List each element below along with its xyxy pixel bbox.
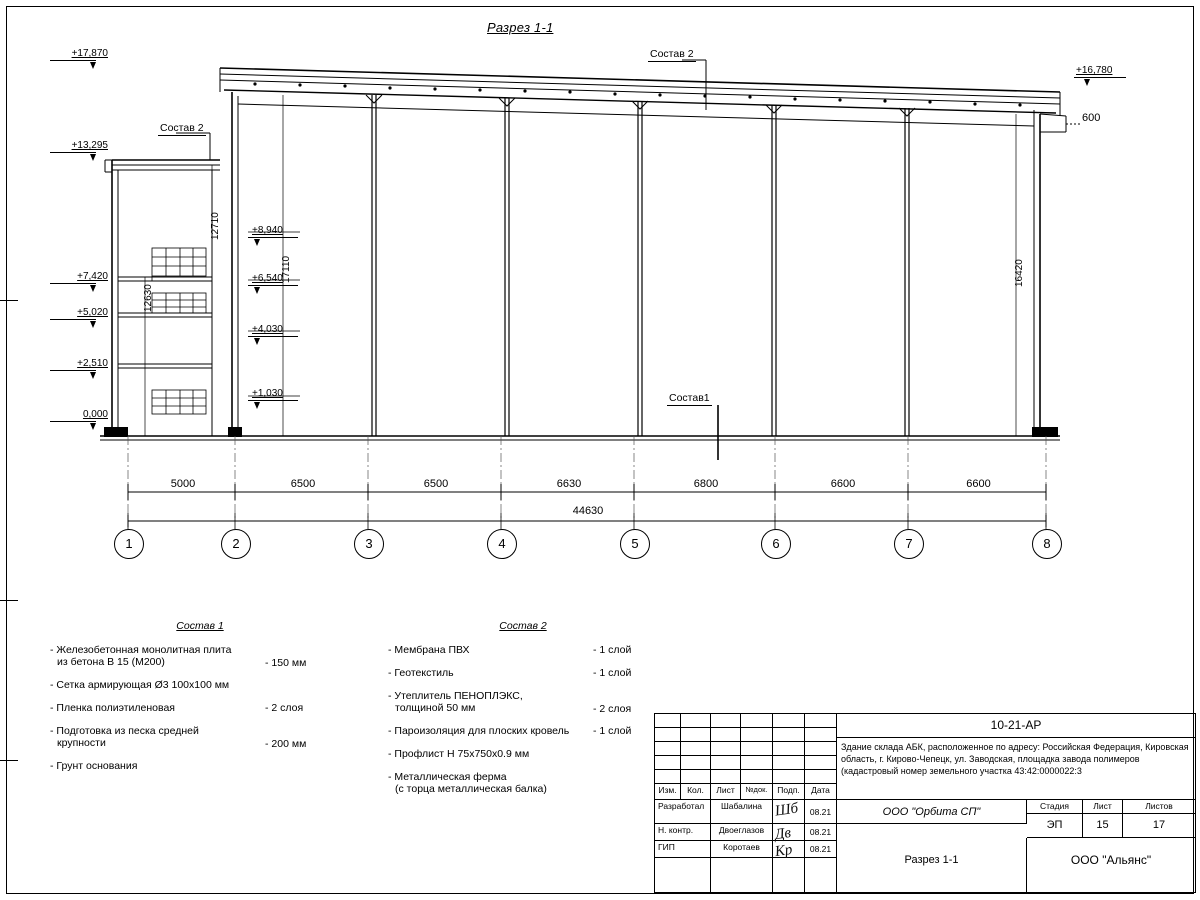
axis-marker-3: 3 — [354, 529, 384, 559]
spec-item-value: - 200 мм — [265, 738, 307, 750]
spec-title: Состав 2 — [499, 620, 547, 632]
revision-header-ndok: №док. — [741, 784, 773, 800]
revision-cell — [655, 756, 681, 770]
spec-item-name: - Сетка армирующая Ø3 100х100 мм — [50, 679, 230, 691]
spec-row — [50, 702, 350, 714]
spec-item-name: - Грунт основания — [50, 760, 138, 772]
spec-item-name-2: крупности — [57, 737, 106, 749]
vertical-dimension: 12710 — [210, 212, 221, 240]
revision-cell — [711, 728, 741, 742]
eave-dimension: 600 — [1082, 112, 1101, 124]
spec-item-name: - Железобетонная монолитная плита — [50, 644, 232, 656]
revision-cell — [773, 770, 805, 784]
client-org: ООО "Альянс" — [1070, 853, 1152, 867]
role-name: Шабалина — [711, 800, 773, 824]
vertical-dimension: 12630 — [143, 284, 154, 312]
spec-row — [388, 667, 678, 679]
role-label: Разработал — [655, 800, 711, 824]
role-date: 08.21 — [805, 841, 837, 858]
revision-cell — [711, 770, 741, 784]
revision-cell — [805, 742, 837, 756]
spec-row — [388, 771, 678, 795]
role-name: Двоеглазов — [711, 824, 773, 841]
spec-item-name-2: толщиной 50 мм — [395, 702, 476, 714]
span-dimension: 6630 — [556, 478, 582, 490]
revision-cell — [773, 756, 805, 770]
spec-item-value: - 150 мм — [265, 657, 307, 669]
object-description: Здание склада АБК, расположенное по адресу: Российская Федерация, Кировская область, г. Кирово-Чепецк, ул. Заводская, площадка завода полимеров (кадастровый номер земельного участка 43:42:0000022:3 — [837, 738, 1195, 800]
revision-cell — [655, 714, 681, 728]
axis-marker-4: 4 — [487, 529, 517, 559]
spec-item-name-2: (с торца металлическая балка) — [395, 783, 547, 795]
revision-header-podp: Подп. — [773, 784, 805, 800]
vertical-dimension: 16420 — [1014, 259, 1025, 287]
span-dimension: 6500 — [290, 478, 316, 490]
revision-cell — [681, 714, 711, 728]
revision-cell — [711, 756, 741, 770]
spec-item-name: - Пленка полиэтиленовая — [50, 702, 175, 714]
spec-item-value: - 1 слой — [593, 644, 632, 656]
callout-sostav-2-left: Состав 2 — [160, 122, 204, 134]
spec-row — [388, 725, 678, 737]
spec-item-name: - Геотекстиль — [388, 667, 454, 679]
span-dimension: 6600 — [830, 478, 856, 490]
level-mark: +7,420 — [50, 270, 110, 284]
project-code: 10-21-АР — [837, 714, 1195, 738]
revision-header-kol: Кол. — [681, 784, 711, 800]
span-dimension: 6600 — [966, 478, 991, 490]
revision-cell — [681, 742, 711, 756]
role-date: 08.21 — [805, 824, 837, 841]
stage-header: Стадия — [1027, 800, 1083, 814]
sheet-name: Разрез 1-1 — [837, 838, 1027, 892]
level-mark: +5,020 — [50, 306, 110, 320]
sheets-value: 17 — [1123, 814, 1195, 838]
revision-cell — [741, 770, 773, 784]
level-mark: +2,510 — [50, 357, 110, 371]
revision-cell — [681, 728, 711, 742]
sheet-fold-tick — [0, 760, 18, 761]
role-label-empty — [655, 858, 711, 892]
spec-item-name-2: из бетона В 15 (М200) — [57, 656, 165, 668]
spec-item-value: - 2 слоя — [593, 703, 632, 715]
role-date: 08.21 — [805, 800, 837, 824]
revision-cell — [805, 728, 837, 742]
level-mark: +17,870 — [50, 47, 110, 61]
spec-row — [50, 760, 350, 772]
spec-item-name: - Профлист Н 75х750х0.9 мм — [388, 748, 530, 760]
axis-marker-1: 1 — [114, 529, 144, 559]
level-mark-right: +16,780 — [1074, 64, 1134, 78]
level-mark: +13,295 — [50, 139, 110, 153]
revision-cell — [681, 770, 711, 784]
spec-item-name: - Металлическая ферма — [388, 771, 507, 783]
revision-cell — [741, 742, 773, 756]
axis-marker-2: 2 — [221, 529, 251, 559]
revision-cell — [773, 714, 805, 728]
revision-cell — [741, 728, 773, 742]
spec-item-name: - Подготовка из песка средней — [50, 725, 199, 737]
revision-cell — [773, 728, 805, 742]
axis-marker-8: 8 — [1032, 529, 1062, 559]
revision-cell — [805, 714, 837, 728]
sheets-header: Листов — [1123, 800, 1195, 814]
revision-cell — [711, 714, 741, 728]
span-dimension: 6800 — [693, 478, 719, 490]
level-mark: 0,000 — [50, 408, 110, 422]
role-name: Коротаев — [711, 841, 773, 858]
spec-row — [388, 644, 678, 656]
revision-header-data: Дата — [805, 784, 837, 800]
axis-marker-7: 7 — [894, 529, 924, 559]
stage-value: ЭП — [1027, 814, 1083, 838]
designer-org: ООО "Орбита СП" — [837, 800, 1027, 824]
spec-item-value: - 2 слоя — [265, 702, 304, 714]
spec-list-sostav-1 — [50, 620, 350, 783]
spec-title: Состав 1 — [176, 620, 224, 632]
spec-row — [50, 679, 350, 691]
spec-item-name: - Пароизоляция для плоских кровель — [388, 725, 570, 737]
spec-row — [50, 725, 350, 749]
spec-item-name: - Утеплитель ПЕНОПЛЭКС, — [388, 690, 523, 702]
spec-row — [388, 690, 678, 714]
vertical-dimension: 17110 — [281, 255, 292, 283]
title-block — [654, 713, 1196, 893]
total-span-dimension: 44630 — [572, 505, 604, 517]
role-label: ГИП — [655, 841, 711, 858]
revision-cell — [773, 742, 805, 756]
revision-cell — [805, 770, 837, 784]
spec-item-value: - 1 слой — [593, 725, 632, 737]
drawing-title: Разрез 1-1 — [487, 20, 554, 35]
revision-cell — [711, 742, 741, 756]
span-dimension: 5000 — [170, 478, 196, 490]
signature-controller: Дв — [773, 824, 793, 844]
signature-gip: Кр — [773, 841, 794, 861]
spec-item-value: - 1 слой — [593, 667, 632, 679]
revision-header-izm: Изм. — [655, 784, 681, 800]
axis-marker-6: 6 — [761, 529, 791, 559]
signature-developer: Шб — [773, 800, 800, 820]
spec-list-sostav-2 — [388, 620, 678, 806]
role-signature-empty — [773, 858, 805, 892]
spec-item-name: - Мембрана ПВХ — [388, 644, 470, 656]
level-mark-inner: +1,030 — [248, 387, 298, 401]
role-name-empty — [711, 858, 773, 892]
revision-cell — [741, 714, 773, 728]
level-mark-inner: +4,030 — [248, 323, 298, 337]
revision-cell — [681, 756, 711, 770]
role-date-empty — [805, 858, 837, 892]
revision-cell — [741, 756, 773, 770]
sheet-value: 15 — [1083, 814, 1123, 838]
revision-cell — [655, 728, 681, 742]
callout-sostav-1-floor: Состав1 — [669, 392, 710, 404]
sheet-header: Лист — [1083, 800, 1123, 814]
role-label: Н. контр. — [655, 824, 711, 841]
axis-marker-5: 5 — [620, 529, 650, 559]
level-mark-inner: +6,540 — [248, 272, 298, 286]
level-mark-inner: +8,940 — [248, 224, 298, 238]
revision-cell — [805, 756, 837, 770]
revision-cell — [655, 770, 681, 784]
spec-row — [388, 748, 678, 760]
spec-row — [50, 644, 350, 668]
span-dimension: 6500 — [423, 478, 449, 490]
revision-cell — [655, 742, 681, 756]
revision-header-list: Лист — [711, 784, 741, 800]
callout-sostav-2-roof: Состав 2 — [650, 48, 694, 60]
